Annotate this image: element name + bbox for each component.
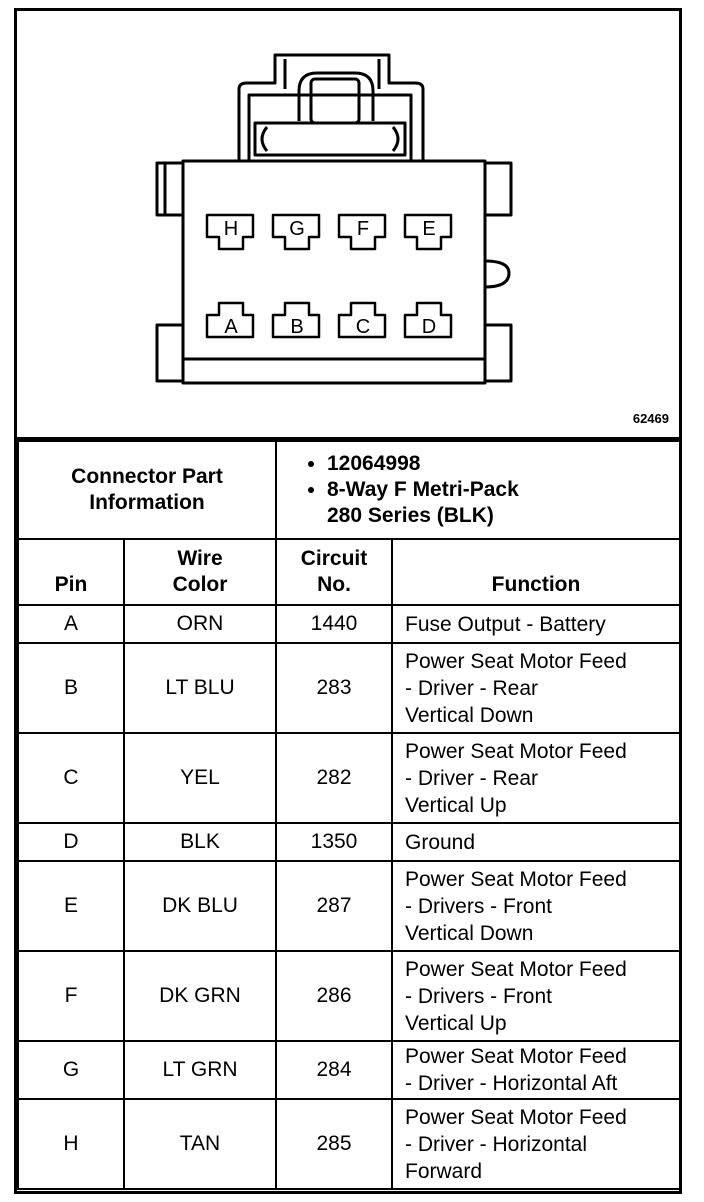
- wire-color-cell: ORN: [124, 605, 276, 643]
- wire-color-cell: LT GRN: [124, 1041, 276, 1099]
- function-line: - Driver - Horizontal Aft: [405, 1072, 618, 1095]
- table-row: [18, 951, 680, 1041]
- connector-face-drawing: [17, 11, 679, 437]
- diagram-number: 62469: [632, 411, 669, 426]
- header-wire-line2: Color: [172, 573, 228, 596]
- function-line: Power Seat Motor Feed: [405, 867, 627, 891]
- header-pin: [18, 539, 124, 605]
- connector-sheet: [14, 8, 682, 1194]
- circuit-cell: 287: [276, 861, 392, 951]
- wire-color-cell: LT BLU: [124, 643, 276, 733]
- wire-color-cell: DK BLU: [124, 861, 276, 951]
- table-row: [18, 1041, 680, 1099]
- function-line: - Driver - Rear: [405, 766, 539, 790]
- header-wire-color: [124, 539, 276, 605]
- pin-cell: B: [18, 643, 124, 733]
- function-line: - Driver - Rear: [405, 676, 539, 700]
- connector-part-label-line1: Connector Part: [71, 465, 223, 488]
- pin-label-a: A: [224, 316, 238, 338]
- pin-label-e: E: [422, 218, 436, 240]
- table-row: [18, 1099, 680, 1189]
- function-cell: [392, 1041, 680, 1099]
- connector-table: [17, 440, 681, 1190]
- circuit-cell: 283: [276, 643, 392, 733]
- pin-label-d: D: [421, 316, 437, 338]
- pin-label-b: B: [290, 316, 304, 338]
- circuit-cell: 286: [276, 951, 392, 1041]
- table-row: [18, 605, 680, 643]
- part-number: • 12064998: [327, 451, 669, 477]
- header-circuit-line1: Circuit: [300, 547, 368, 570]
- function-line: Power Seat Motor Feed: [405, 739, 627, 763]
- wire-color-cell: YEL: [124, 733, 276, 823]
- pin-label-f: F: [356, 218, 370, 240]
- table-row: [18, 823, 680, 861]
- pin-label-g: G: [289, 218, 305, 240]
- header-pin-text: Pin: [54, 573, 88, 596]
- function-line: - Drivers - Front: [405, 984, 552, 1008]
- table-row: [18, 861, 680, 951]
- function-line: Vertical Up: [405, 1011, 507, 1035]
- connector-type-line2: 280 Series (BLK): [327, 504, 494, 527]
- header-wire-line1: Wire: [177, 547, 223, 570]
- wire-color-cell: DK GRN: [124, 951, 276, 1041]
- function-line: - Drivers - Front: [405, 894, 552, 918]
- connector-type: [327, 477, 669, 529]
- circuit-cell: 1440: [276, 605, 392, 643]
- header-circuit: [276, 539, 392, 605]
- function-line: Ground: [405, 830, 476, 854]
- function-line: Power Seat Motor Feed: [405, 1045, 627, 1068]
- function-line: Fuse Output - Battery: [405, 612, 606, 636]
- function-line: Vertical Down: [405, 703, 534, 727]
- circuit-cell: 285: [276, 1099, 392, 1189]
- function-cell: [392, 951, 680, 1041]
- table-row: [18, 733, 680, 823]
- function-line: - Driver - Horizontal: [405, 1132, 588, 1156]
- connector-part-label-line2: Information: [89, 491, 205, 514]
- function-line: Vertical Down: [405, 921, 534, 945]
- function-cell: [392, 733, 680, 823]
- pin-cell: C: [18, 733, 124, 823]
- pin-cell: D: [18, 823, 124, 861]
- pin-cell: A: [18, 605, 124, 643]
- circuit-cell: 1350: [276, 823, 392, 861]
- function-cell: [392, 1099, 680, 1189]
- function-cell: [392, 643, 680, 733]
- function-line: Power Seat Motor Feed: [405, 1105, 627, 1129]
- circuit-cell: 284: [276, 1041, 392, 1099]
- connector-type-line1: • 8-Way F Metri-Pack: [327, 478, 519, 501]
- circuit-cell: 282: [276, 733, 392, 823]
- connector-diagram: [17, 11, 679, 440]
- pin-cell: H: [18, 1099, 124, 1189]
- wire-color-cell: BLK: [124, 823, 276, 861]
- header-function: [392, 539, 680, 605]
- function-line: Power Seat Motor Feed: [405, 957, 627, 981]
- function-cell: [392, 861, 680, 951]
- pin-label-h: H: [223, 218, 239, 240]
- function-cell: [392, 823, 680, 861]
- connector-part-label: [18, 441, 276, 539]
- connector-part-info: [276, 441, 680, 539]
- header-circuit-line2: No.: [317, 573, 351, 596]
- pin-cell: G: [18, 1041, 124, 1099]
- table-row: [18, 643, 680, 733]
- header-function-text: Function: [491, 573, 581, 596]
- function-line: Vertical Up: [405, 793, 507, 817]
- wire-color-cell: TAN: [124, 1099, 276, 1189]
- pin-cell: F: [18, 951, 124, 1041]
- function-line: Power Seat Motor Feed: [405, 649, 627, 673]
- pin-cell: E: [18, 861, 124, 951]
- function-cell: [392, 605, 680, 643]
- pin-label-c: C: [355, 316, 371, 338]
- function-line: Forward: [405, 1159, 483, 1183]
- header-row: [18, 539, 680, 605]
